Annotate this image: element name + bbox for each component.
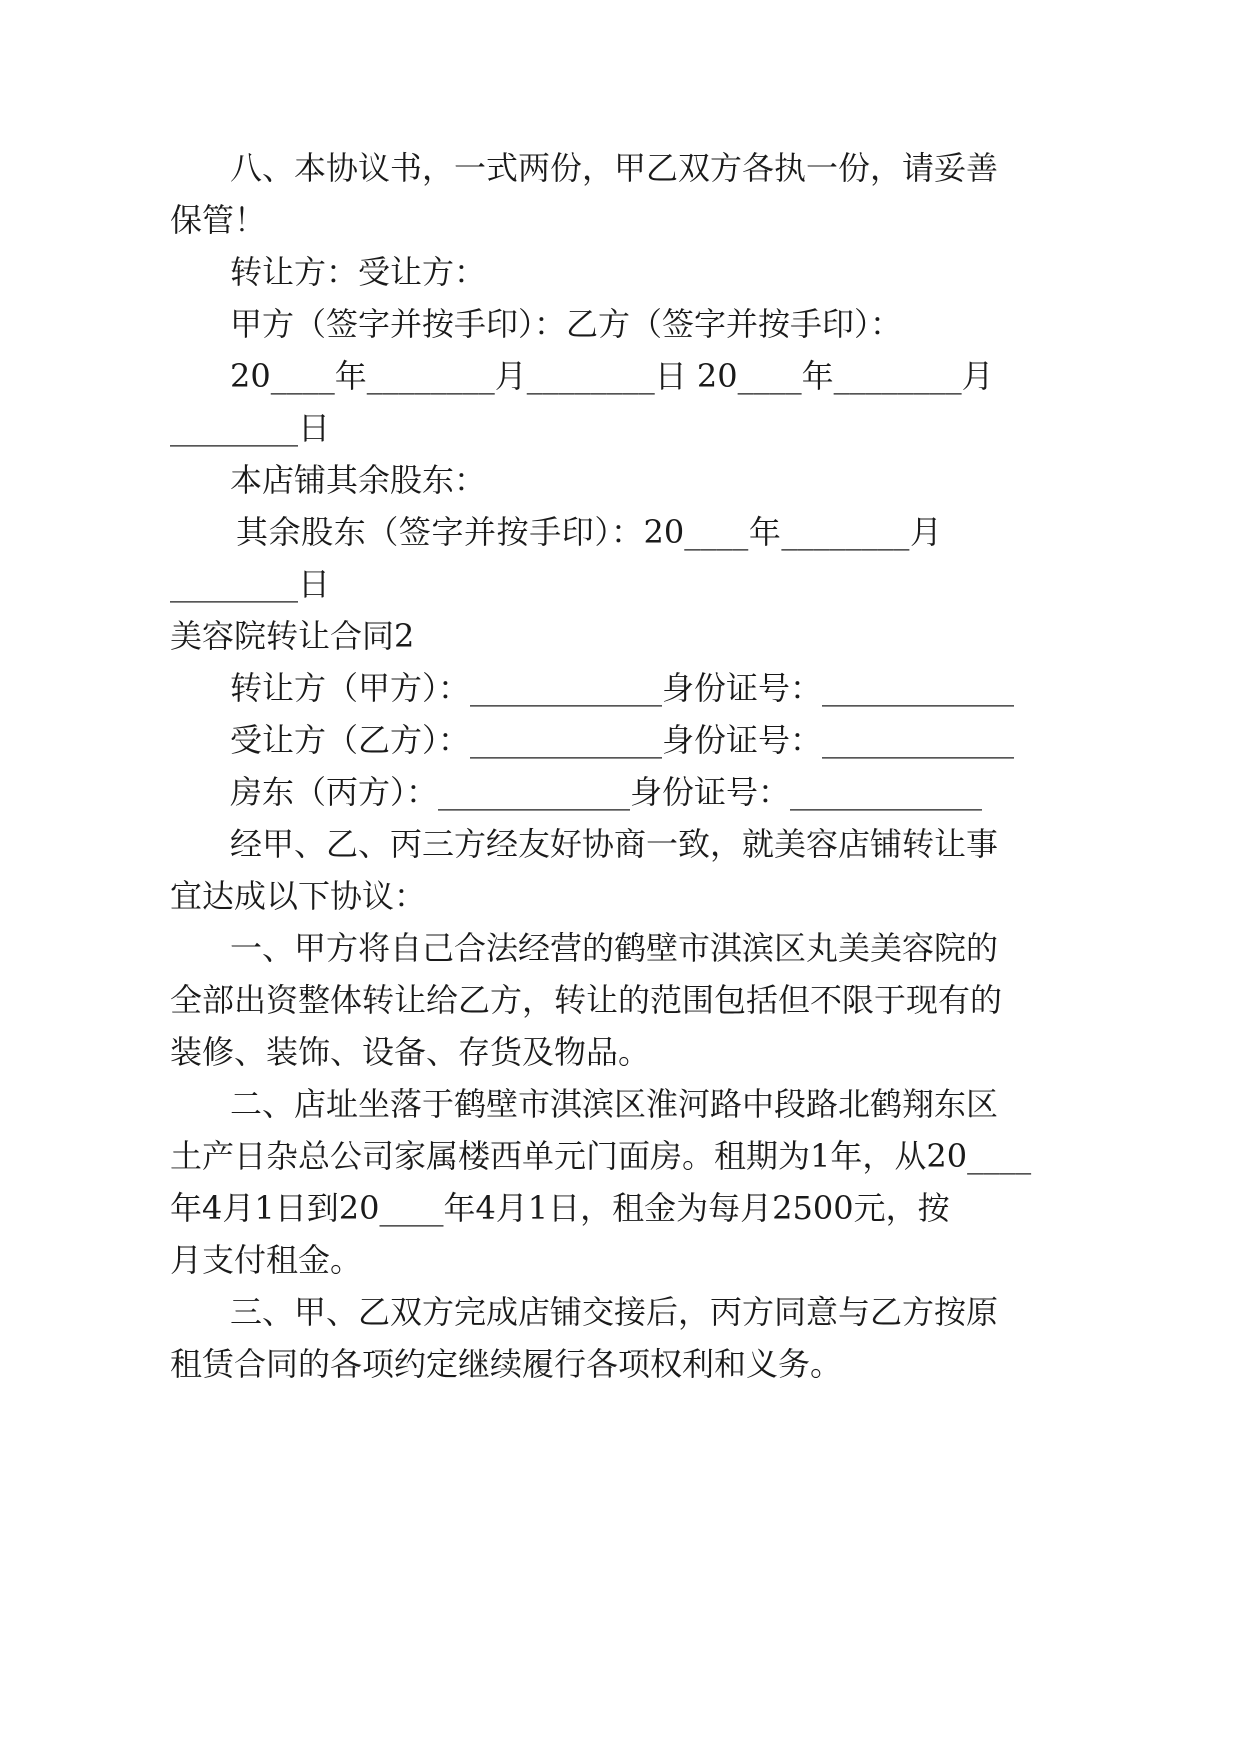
doc-line-2: 保管！ [170, 201, 267, 239]
doc-line-6: ________日 [170, 409, 331, 447]
doc-line-16: 一、甲方将自己合法经营的鹤壁市淇滨区丸美美容院的 [230, 929, 999, 967]
doc-line-4: 甲方（签字并按手印）：乙方（签字并按手印）： [230, 305, 903, 343]
doc-line-19: 二、店址坐落于鹤壁市淇滨区淮河路中段路北鹤翔东区 [230, 1085, 999, 1123]
doc-line-24: 租赁合同的各项约定继续履行各项权利和义务。 [170, 1345, 843, 1383]
doc-line-17: 全部出资整体转让给乙方，转让的范围包括但不限于现有的 [170, 981, 1003, 1019]
doc-line-7: 本店铺其余股东： [230, 461, 487, 499]
doc-line-20: 土产日杂总公司家属楼西单元门面房。租期为1年，从20____ [170, 1137, 1032, 1175]
doc-line-18: 装修、装饰、设备、存货及物品。 [170, 1033, 651, 1071]
doc-line-12: 受让方（乙方）：____________身份证号：____________ [230, 721, 1015, 759]
doc-line-14: 经甲、乙、丙三方经友好协商一致，就美容店铺转让事 [230, 825, 999, 863]
doc-line-23: 三、甲、乙双方完成店铺交接后，丙方同意与乙方按原 [230, 1293, 999, 1331]
doc-line-1: 八、本协议书，一式两份，甲乙双方各执一份，请妥善 [230, 149, 999, 187]
doc-line-21: 年4月1日到20____年4月1日，租金为每月2500元，按 [170, 1189, 950, 1227]
doc-line-13: 房东（丙方）：____________身份证号：____________ [230, 773, 983, 811]
doc-line-5: 20____年________月________日 20____年________月 [230, 357, 994, 395]
doc-line-9: ________日 [170, 565, 331, 603]
doc-line-11: 转让方（甲方）：____________身份证号：____________ [230, 669, 1015, 707]
section-title: 美容院转让合同2 [170, 617, 415, 655]
doc-line-8: 其余股东（签字并按手印）：20____年________月 [236, 513, 942, 551]
doc-line-22: 月支付租金。 [170, 1241, 363, 1279]
doc-line-3: 转让方：受让方： [230, 253, 487, 291]
doc-line-15: 宜达成以下协议： [170, 877, 427, 915]
